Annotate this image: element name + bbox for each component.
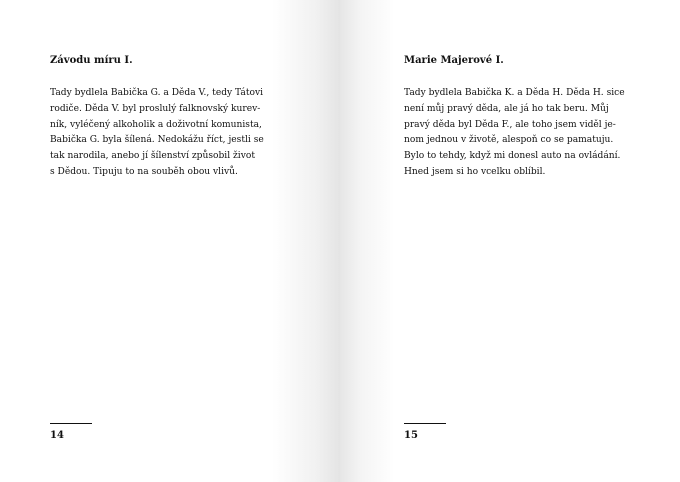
text-line: tak narodila, anebo jí šílenství způsobil život — [50, 151, 255, 162]
text-line: pravý děda byl Děda F., ale toho jsem viděl je- — [404, 119, 616, 130]
left-page-paragraph — [50, 86, 282, 181]
right-page-heading: Marie Majerové I. — [404, 55, 504, 66]
text-line: Hned jsem si ho vcelku oblíbil. — [404, 166, 546, 177]
left-page-content — [50, 54, 282, 181]
left-folio-rule — [50, 423, 92, 424]
text-line: Babička G. byla šílená. Nedokážu říct, jestli se — [50, 135, 264, 146]
text-line: rodiče. Děda V. byl proslulý falknovský kurev- — [50, 103, 261, 114]
right-page-number: 15 — [404, 430, 418, 441]
text-line: nom jednou v životě, alespoň co se pamatuju. — [404, 135, 614, 146]
text-line: Tady bydlela Babička G. a Děda V., tedy Tátovi — [50, 88, 263, 98]
right-page — [340, 0, 680, 482]
text-line: Tady bydlela Babička K. a Děda H. Děda H. sice — [404, 88, 625, 98]
right-page-paragraph — [404, 86, 636, 181]
right-folio-rule — [404, 423, 446, 424]
left-page-heading: Závodu míru I. — [50, 55, 133, 66]
text-line: ník, vyléčený alkoholik a doživotní komunista, — [50, 119, 262, 130]
left-page-number: 14 — [50, 430, 64, 441]
text-line: není můj pravý děda, ale já ho tak beru. Můj — [404, 103, 609, 114]
text-line: Bylo to tehdy, když mi donesl auto na ovládání. — [404, 151, 621, 162]
text-line: s Dědou. Tipuju to na souběh obou vlivů. — [50, 166, 238, 177]
right-page-content — [404, 54, 636, 181]
